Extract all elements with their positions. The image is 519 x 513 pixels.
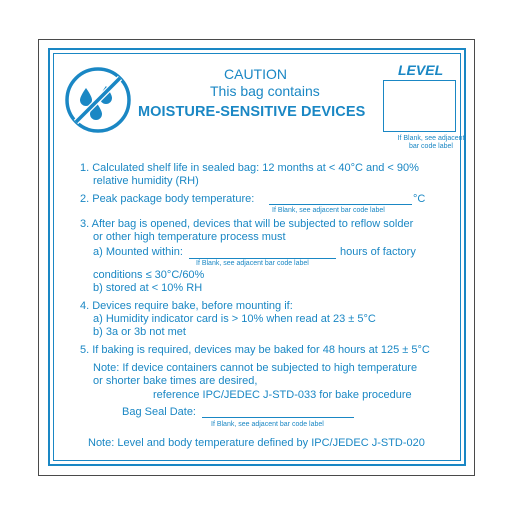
item-3a-label: a) Mounted within: [93,246,183,258]
note-1-line-2: or shorter bake times are desired, [93,375,258,387]
item-1-line-1: 1. Calculated shelf life in sealed bag: 12 months at < 40°C and < 90% [80,162,419,174]
item-2-label: 2. Peak package body temperature: [80,193,255,205]
note-1-line-1: Note: If device containers cannot be subjected to high temperature [93,362,418,374]
no-moisture-icon [64,66,132,134]
item-2-blank-note: If Blank, see adjacent bar code label [272,207,385,214]
item-1-line-2: relative humidity (RH) [93,175,199,187]
level-box [383,80,456,132]
item-4-line-1: 4. Devices require bake, before mounting if: [80,300,293,312]
bag-seal-blank-note: If Blank, see adjacent bar code label [211,421,324,428]
item-4b: b) 3a or 3b not met [93,326,186,338]
item-3-line-2: or other high temperature process must [93,231,286,243]
note-1-line-3: reference IPC/JEDEC J-STD-033 for bake procedure [153,389,412,401]
caution-heading: CAUTION [224,66,287,82]
level-blank-note: If Blank, see adjacent bar code label [397,135,465,150]
footer-note: Note: Level and body temperature defined by IPC/JEDEC J-STD-020 [88,437,425,449]
item-3a-blank-note: If Blank, see adjacent bar code label [196,260,309,267]
item-4a: a) Humidity indicator card is > 10% when read at 23 ± 5°C [93,313,376,325]
item-3a-unit: hours of factory [340,246,416,258]
item-3b: b) stored at < 10% RH [93,282,203,294]
peak-temp-field [269,204,412,205]
label-title: MOISTURE-SENSITIVE DEVICES [138,104,366,120]
item-2-unit: °C [413,193,426,205]
bag-contains-text: This bag contains [210,83,320,99]
item-3a-conditions: conditions ≤ 30°C/60% [93,269,205,281]
bag-seal-field [202,417,354,418]
bag-seal-label: Bag Seal Date: [122,406,196,418]
mounted-within-field [189,258,336,259]
item-3-line-1: 3. After bag is opened, devices that will be subjected to reflow solder [80,218,414,230]
item-5: 5. If baking is required, devices may be baked for 48 hours at 125 ± 5°C [80,344,430,356]
level-heading: LEVEL [398,62,444,78]
